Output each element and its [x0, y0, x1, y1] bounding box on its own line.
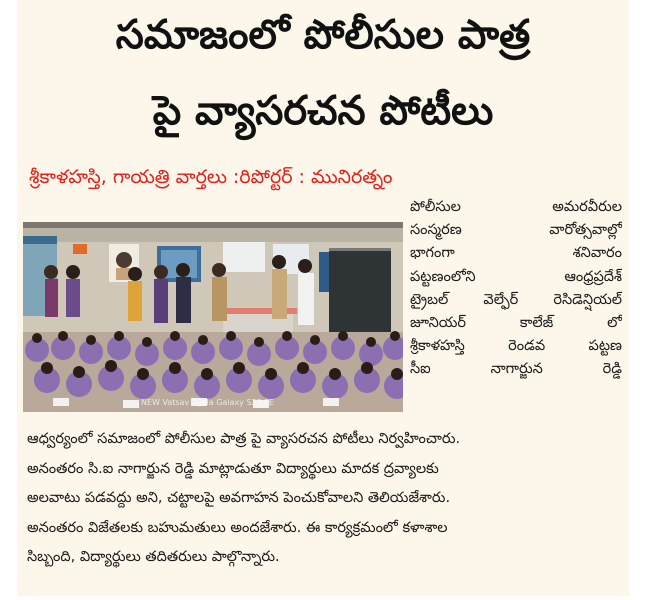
photo-watermark: NEW Vatsav Ajjala Galaxy S23 FE — [141, 398, 274, 407]
classroom-photo-illustration — [23, 222, 403, 412]
headline-line-1: సమాజంలో పోలీసుల పాత్ర — [115, 12, 531, 58]
article-body — [27, 425, 621, 573]
side-text-line: పట్టణంలోని ఆంధ్రప్రదేశ్ — [410, 268, 622, 285]
side-text-line: సీఐ నాగార్జున రెడ్డి — [410, 361, 622, 378]
body-text-line: అలవాటు పడవద్దు అని, చట్టాలపై అవగాహన పెంచుకోవాలని తెలియజేశారు. — [27, 490, 451, 506]
side-text-line: జూనియర్ కాలేజ్ లో — [410, 315, 622, 332]
side-text-line: ట్రైబల్ వెల్ఫేర్ రెసిడెన్షియల్ — [410, 291, 622, 308]
dateline: శ్రీకాళహస్తి, గాయత్రి వార్తలు :రిపోర్టర్ : మునిరత్నం — [29, 166, 393, 188]
body-text-line: సిబ్బంది, విద్యార్థులు తదితరులు పాల్గొన్నారు. — [27, 549, 280, 565]
article-side-column — [410, 196, 622, 382]
headline-line-2: పై వ్యాసరచన పోటీలు — [152, 88, 494, 134]
side-text-line: సంస్మరణ వారోత్సవాల్లో — [410, 222, 622, 239]
side-text-line: పోలీసుల అమరవీరుల — [410, 199, 622, 215]
side-text-line: శ్రీకాళహస్తి రెండవ పట్టణ — [410, 338, 622, 355]
body-text-line: ఆధ్వర్యంలో సమాజంలో పోలీసుల పాత్ర పై వ్యాసరచన పోటీలు నిర్వహించారు. — [27, 431, 461, 447]
body-text-line: అనంతరం సి.ఐ నాగార్జున రెడ్డి మాట్లాడుతూ విద్యార్థులు మాదక ద్రవ్యాలకు — [27, 460, 439, 477]
body-text-line: అనంతరం విజేతలకు బహుమతులు అందజేశారు. ఈ కార్యక్రమంలో కళాశాల — [27, 519, 448, 536]
news-clipping — [17, 0, 629, 596]
event-photo — [23, 222, 403, 412]
side-text-line: భాగంగా శనివారం — [410, 245, 622, 262]
